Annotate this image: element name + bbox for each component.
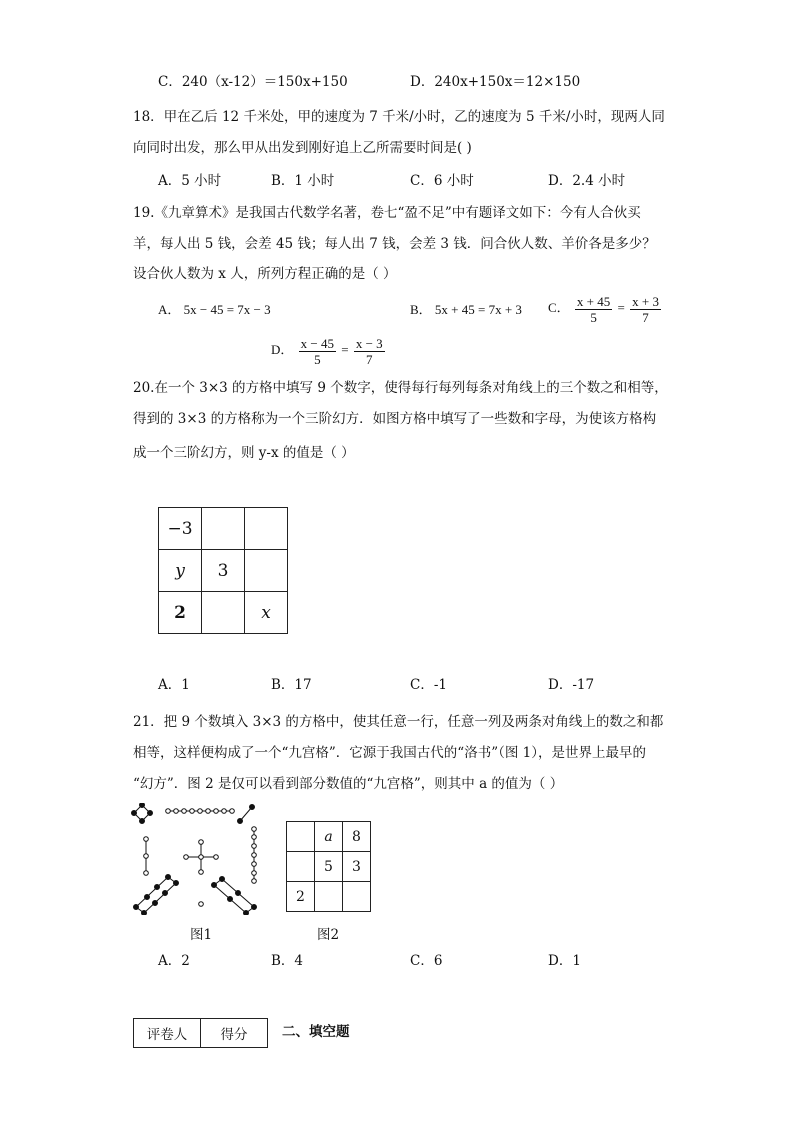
equals-sign: =: [617, 300, 625, 315]
q18-option-d: D．2.4 小时: [548, 173, 626, 189]
numerator: x − 45: [300, 335, 334, 351]
q20-text-line3: 成一个三阶幻方，则 y-x 的值是（ ）: [133, 445, 355, 461]
grid-cell: 3: [202, 550, 245, 592]
fig2-label: 图2: [317, 927, 340, 943]
luoshu-1-white: [199, 902, 204, 907]
denominator: 7: [366, 351, 373, 367]
q20-option-b: B．17: [271, 677, 312, 693]
luoshu-9-white: [166, 809, 235, 814]
q19-option-a: A． 5x − 45 = 7x − 3: [158, 302, 271, 317]
q20-option-c: C．-1: [410, 677, 447, 693]
q19-option-c-right-fraction: [630, 294, 661, 325]
q19-text-line1: 19.《九章算术》是我国古代数学名著，卷七“盈不足”中有题译文如下：今有人合伙买: [133, 205, 641, 221]
fig1-label: 图1: [190, 927, 213, 943]
q20-text-line2: 得到的 3×3 的方格称为一个三阶幻方．如图方格中填写了一些数和字母，为使该方格构: [133, 411, 657, 427]
q18-option-b: B．1 小时: [271, 173, 335, 189]
q21-text-line2: 相等，这样便构成了一个“九宫格”．它源于我国古代的“洛书”（图 1），是世界上最早的: [133, 745, 646, 761]
q18-text-line1: 18．甲在乙后 12 千米处，甲的速度为 7 千米/小时，乙的速度为 5 千米/小时，现两人同: [133, 109, 665, 125]
grid-cell: y: [159, 550, 202, 592]
grid-cell: [343, 882, 371, 912]
grid-cell: 2: [287, 882, 315, 912]
q19-option-d-right-fraction: [354, 336, 385, 367]
q19-option-c-label: C．: [548, 300, 570, 315]
q21-option-a: A．2: [158, 953, 190, 969]
q20-magic-square: [158, 507, 288, 634]
grid-cell: −3: [159, 508, 202, 550]
q20-option-a: A．1: [158, 677, 190, 693]
q18-option-c: C．6 小时: [410, 173, 474, 189]
luoshu-6-black: [212, 877, 257, 916]
denominator: 5: [314, 351, 321, 367]
grid-cell: [315, 882, 343, 912]
section-title: 二、填空题: [282, 1024, 350, 1040]
reviewer-cell: 评卷人: [134, 1019, 201, 1048]
q19-option-c: [548, 292, 663, 325]
q18-text-line2: 向同时出发，那么甲从出发到刚好追上乙所需要时间是( ): [133, 140, 472, 156]
q19-text-line3: 设合伙人数为 x 人，所列方程正确的是（ ）: [133, 266, 397, 282]
grid-cell: [287, 822, 315, 852]
q19-option-c-left-fraction: [575, 294, 612, 325]
numerator: x − 3: [355, 335, 383, 351]
luoshu-7-white: [252, 827, 257, 884]
q21-option-d: D．1: [548, 953, 581, 969]
luoshu-8-black: [134, 875, 179, 916]
grid-cell: 8: [343, 822, 371, 852]
equals-sign: =: [341, 342, 349, 357]
grid-cell: [202, 508, 245, 550]
q19-option-d: [271, 334, 387, 367]
q17-option-d: D．240x+150x＝12×150: [410, 74, 581, 90]
grid-cell: [202, 592, 245, 634]
q21-text-line3: “幻方”．图 2 是仅可以看到部分数值的“九宫格”，则其中 a 的值为（ ）: [133, 776, 564, 792]
luoshu-2-black: [238, 805, 255, 824]
luoshu-3-white: [144, 837, 149, 876]
q21-nine-grid: [286, 821, 371, 912]
q17-option-c: C．240（x-12）＝150x+150: [158, 74, 348, 90]
numerator: x + 3: [632, 293, 659, 309]
numerator: x + 45: [576, 293, 611, 309]
q20-text-line1: 20.在一个 3×3 的方格中填写 9 个数字，使得每行每列每条对角线上的三个数之和相等，: [133, 380, 668, 396]
q19-option-b: B． 5x + 45 = 7x + 3: [410, 302, 522, 317]
q19-text-line2: 羊，每人出 5 钱，会差 45 钱；每人出 7 钱，会差 3 钱．问合伙人数、羊价各是多少？: [133, 236, 656, 252]
grid-cell: 3: [343, 852, 371, 882]
q18-option-a: A．5 小时: [158, 173, 222, 189]
luoshu-4-black: [132, 803, 153, 824]
luoshu-5-white: [184, 840, 219, 875]
grid-cell: [245, 550, 288, 592]
grid-cell: a: [315, 822, 343, 852]
score-cell: 得分: [201, 1019, 268, 1048]
grid-cell: 5: [315, 852, 343, 882]
grid-cell: [287, 852, 315, 882]
q21-option-b: B．4: [271, 953, 304, 969]
q21-option-c: C．6: [410, 953, 443, 969]
grid-cell: [245, 508, 288, 550]
score-box: [133, 1018, 268, 1048]
denominator: 7: [642, 309, 649, 325]
q21-text-line1: 21．把 9 个数填入 3×3 的方格中，使其任意一行，任意一列及两条对角线上的数之和都: [133, 714, 664, 730]
grid-cell: x: [245, 592, 288, 634]
q19-option-d-left-fraction: [299, 336, 336, 367]
grid-cell: 2: [159, 592, 202, 634]
q19-option-d-label: D．: [271, 342, 294, 357]
luoshu-diagram: [130, 803, 266, 915]
denominator: 5: [590, 309, 597, 325]
q20-option-d: D．-17: [548, 677, 595, 693]
